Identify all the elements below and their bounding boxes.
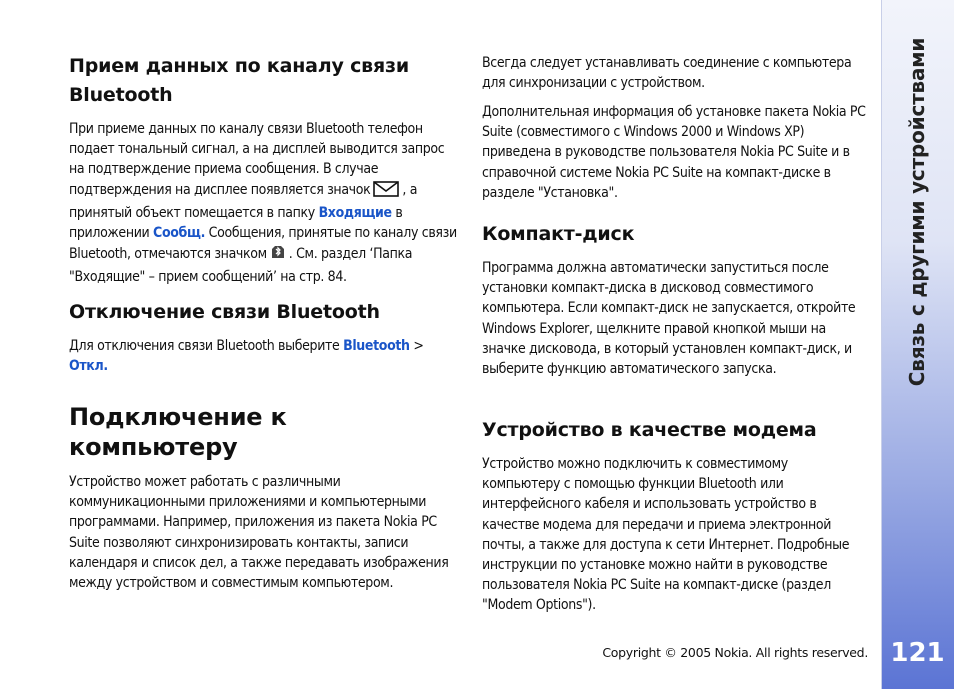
paragraph-pc-suite-info-text: Дополнительная информация об установке пакета Nokia PC Suite (совместимого с Windows 2000 и Windows XP) приведена в руководстве пользователя Nokia PC Suite и в справочной системе Nokia PC Suite на компакт-диске в разделе "Установка". [482,104,866,201]
section-bluetooth-off [69,298,461,376]
heading-cd: Компакт-диск [482,223,635,245]
bluetooth-message-icon [270,243,286,267]
heading-modem: Устройство в качестве модема [482,419,817,441]
envelope-icon [373,181,399,203]
inbox-link: Входящие [318,204,392,221]
chapter-title: Связь с другими устройствами [905,37,929,387]
section-cd [482,220,868,379]
paragraph-sync-text: Всегда следует устанавливать соединение с компьютера для синхронизации с устройством. [482,55,852,92]
off-menu-link: Откл. [69,358,108,375]
heading-pc-connection: Подключение к компьютеру [69,403,287,461]
paragraph-sync [482,53,868,93]
section-modem [482,416,868,616]
messaging-link: Сообщ. [153,225,206,242]
paragraph-pc-connection: Устройство может работать с различными коммуникационными приложениями и компьютерными программами. Например, приложения из пакета Nokia PC Suite позволяют синхронизировать контакты, записи календаря и список дел, а также передавать изображения между устройством и совместимым компьютером. [69,474,449,592]
paragraph-modem: Устройство можно подключить к совместимому компьютеру с помощью функции Bluetooth или интерфейсного кабеля и использовать устройство в качестве модема для передачи и приема электронной почты, а также для доступа к сети Интернет. Подробные инструкции по установке можно найти в руководстве пользователя Nokia PC Suite на компакт-диске (раздел "Modem Options"). [482,456,850,614]
bluetooth-menu-link: Bluetooth [343,338,410,354]
paragraph-bluetooth-off: Для отключения связи Bluetooth выберите Bluetooth > Откл. [69,338,424,375]
section-bluetooth-receive [69,52,461,288]
heading-bluetooth-off: Отключение связи Bluetooth [69,301,380,323]
page-number: 121 [890,638,945,668]
copyright-notice: Copyright © 2005 Nokia. All rights reserved. [602,645,868,660]
paragraph-bluetooth-receive: При приеме данных по каналу связи Bluetooth телефон подает тональный сигнал, а на дисплей выводится запрос на подтверждение приема сообщения. В случае подтверждения на дисплее появляется значок , а принятый объект помещается в папку Входящие в приложении Сообщ. Сообщения, принятые по каналу связи Bluetooth, отмечаются значком . См. раздел ‘Папка "Входящие" – прием сообщений’ на стр. 84. [69,121,457,286]
paragraph-pc-suite-info [482,102,868,203]
section-pc-connection [69,402,461,593]
paragraph-cd: Программа должна автоматически запуститься после установки компакт-диска в дисковод совместимого компьютера. Если компакт-диск не запускается, откройте Windows Explorer, щелкните правой кнопкой мыши на значке дисковода, в который установлен компакт-диск, и выберите функцию автоматического запуска. [482,260,856,378]
sidebar-divider [881,0,882,689]
heading-bluetooth-receive: Прием данных по каналу связи Bluetooth [69,55,409,106]
